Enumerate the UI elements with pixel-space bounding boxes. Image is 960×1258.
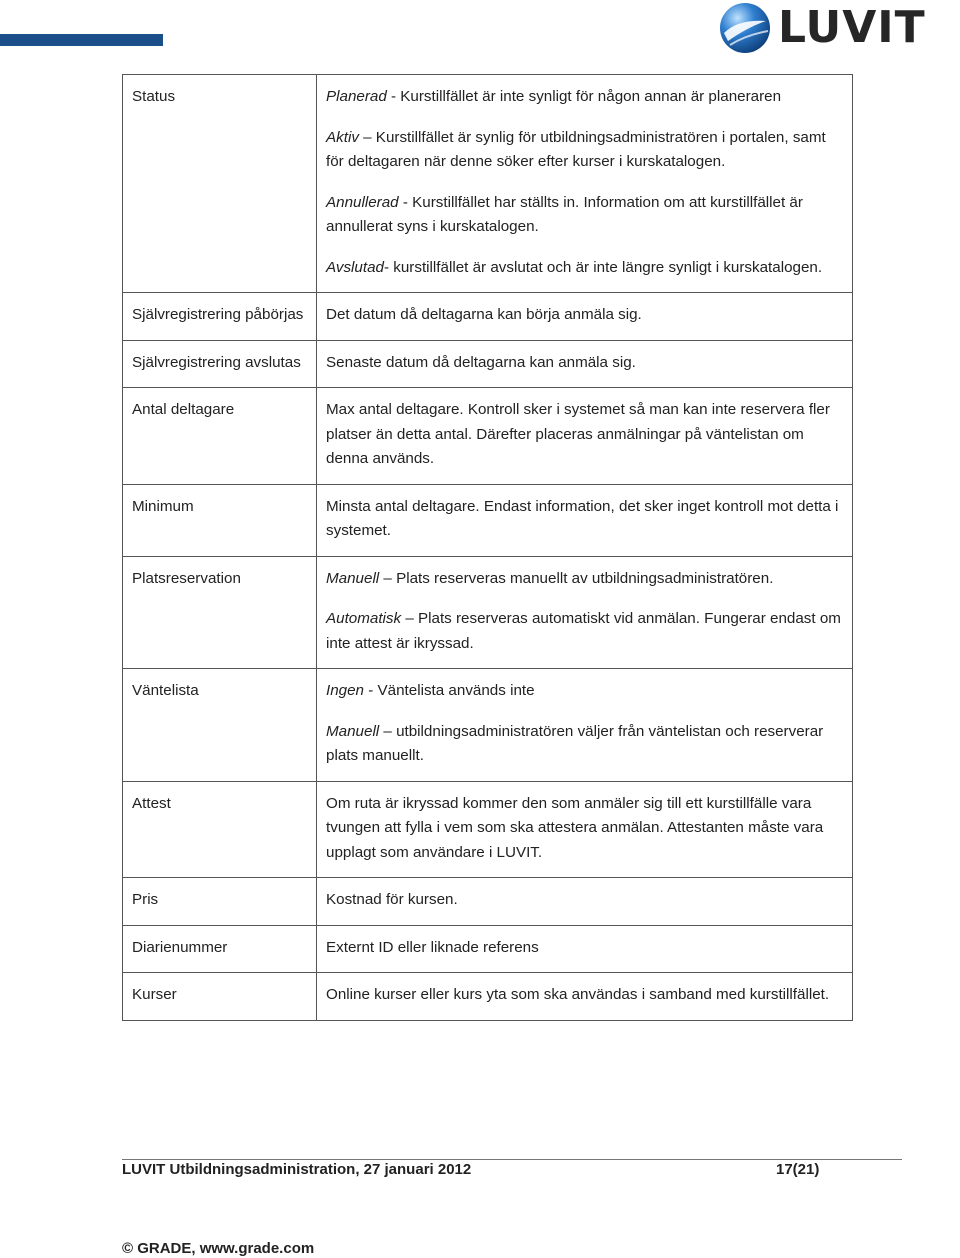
description-paragraph — [326, 398, 843, 472]
globe-logo-icon — [718, 1, 772, 55]
field-label: Antal deltagare — [123, 388, 317, 485]
description-paragraph — [326, 936, 843, 961]
description-paragraph — [326, 983, 843, 1008]
description-paragraph — [326, 607, 843, 656]
field-label: Status — [123, 75, 317, 293]
luvit-logo — [718, 0, 958, 56]
option-text: Om ruta är ikryssad kommer den som anmäler sig till ett kurstillfälle vara tvungen att fylla i vem som ska attestera anmälan. Attestanten måste vara upplagt som användare i LUVIT. — [326, 794, 824, 861]
field-description — [317, 293, 853, 341]
field-description — [317, 669, 853, 782]
field-description — [317, 556, 853, 669]
table-row — [123, 556, 853, 669]
field-label: Väntelista — [123, 669, 317, 782]
option-term: Aktiv — [326, 128, 359, 146]
table-row — [123, 781, 853, 878]
option-text: Max antal deltagare. Kontroll sker i systemet så man kan inte reservera fler platser än detta antal. Därefter placeras anmälningar på väntelistan om denna används. — [326, 401, 830, 467]
description-paragraph — [326, 256, 843, 281]
option-term: Ingen — [326, 682, 365, 699]
field-description — [317, 388, 853, 485]
description-paragraph — [326, 495, 843, 544]
table-row — [123, 925, 853, 973]
option-term: Automatisk — [326, 610, 402, 627]
option-text: - Väntelista används inte — [364, 682, 535, 699]
option-text: – Plats reserveras manuellt av utbildningsadministratören. — [379, 569, 774, 587]
description-paragraph — [326, 567, 843, 592]
field-label: Platsreservation — [123, 556, 317, 669]
option-text: – Kurstillfället är synlig för utbildningsadministratören i portalen, samt för deltagaren när denne söker efter kurser i kurskatalogen. — [326, 128, 826, 170]
option-text: Online kurser eller kurs yta som ska användas i samband med kurstillfället. — [326, 986, 830, 1003]
description-paragraph — [326, 679, 843, 704]
option-text: Externt ID eller liknade referens — [326, 938, 539, 956]
option-text: - Kurstillfället har ställts in. Information om att kurstillfället är annullerat syns i kurskatalogen. — [326, 193, 803, 235]
field-label: Pris — [123, 878, 317, 926]
option-text: - kurstillfället är avslutat och är inte längre synligt i kurskatalogen. — [383, 258, 823, 276]
description-paragraph — [326, 792, 843, 866]
field-description — [317, 925, 853, 973]
option-text: Kostnad för kursen. — [326, 891, 458, 908]
table-row — [123, 75, 853, 293]
field-description — [317, 973, 853, 1021]
field-label: Självregistrering påbörjas — [123, 293, 317, 341]
footer-copyright: © GRADE, www.grade.com — [122, 1240, 315, 1257]
field-description — [317, 781, 853, 878]
footer-divider — [122, 1159, 902, 1160]
field-label: Minimum — [123, 484, 317, 556]
field-description — [317, 484, 853, 556]
field-description — [317, 340, 853, 388]
option-text: Senaste datum då deltagarna kan anmäla sig. — [326, 353, 636, 371]
description-paragraph — [326, 85, 843, 110]
description-paragraph — [326, 303, 843, 328]
header-accent-bar — [0, 34, 163, 46]
table-row — [123, 669, 853, 782]
option-term: Avslutad — [326, 258, 384, 276]
footer-page-number: 17(21) — [776, 1161, 820, 1178]
table-row — [123, 388, 853, 485]
table-row — [123, 340, 853, 388]
option-term: Manuell — [326, 569, 380, 587]
option-text: – utbildningsadministratören väljer från väntelistan och reserverar plats manuellt. — [326, 722, 824, 764]
table-row — [123, 878, 853, 926]
field-label: Kurser — [123, 973, 317, 1021]
field-label: Diarienummer — [123, 925, 317, 973]
description-paragraph — [326, 191, 843, 240]
field-label: Attest — [123, 781, 317, 878]
brand-wordmark: LUVIT — [778, 2, 926, 53]
option-term: Manuell — [326, 722, 380, 740]
description-paragraph — [326, 720, 843, 769]
description-paragraph — [326, 888, 843, 913]
option-text: Det datum då deltagarna kan börja anmäla sig. — [326, 306, 642, 323]
table-row — [123, 973, 853, 1021]
table-row — [123, 484, 853, 556]
table-row — [123, 293, 853, 341]
option-text: – Plats reserveras automatiskt vid anmälan. Fungerar endast om inte attest är ikryssad. — [326, 610, 841, 652]
field-description-table — [122, 74, 853, 1021]
option-text: Minsta antal deltagare. Endast information, det sker inget kontroll mot detta i systemet. — [326, 497, 839, 539]
footer-document-title: LUVIT Utbildningsadministration, 27 januari 2012 — [122, 1161, 472, 1178]
description-paragraph — [326, 126, 843, 175]
field-description — [317, 75, 853, 293]
description-paragraph — [326, 351, 843, 376]
option-text: - Kurstillfället är inte synligt för någon annan är planeraren — [386, 88, 782, 105]
option-term: Planerad — [326, 88, 387, 105]
field-description — [317, 878, 853, 926]
option-term: Annullerad — [326, 193, 399, 211]
field-label: Självregistrering avslutas — [123, 340, 317, 388]
